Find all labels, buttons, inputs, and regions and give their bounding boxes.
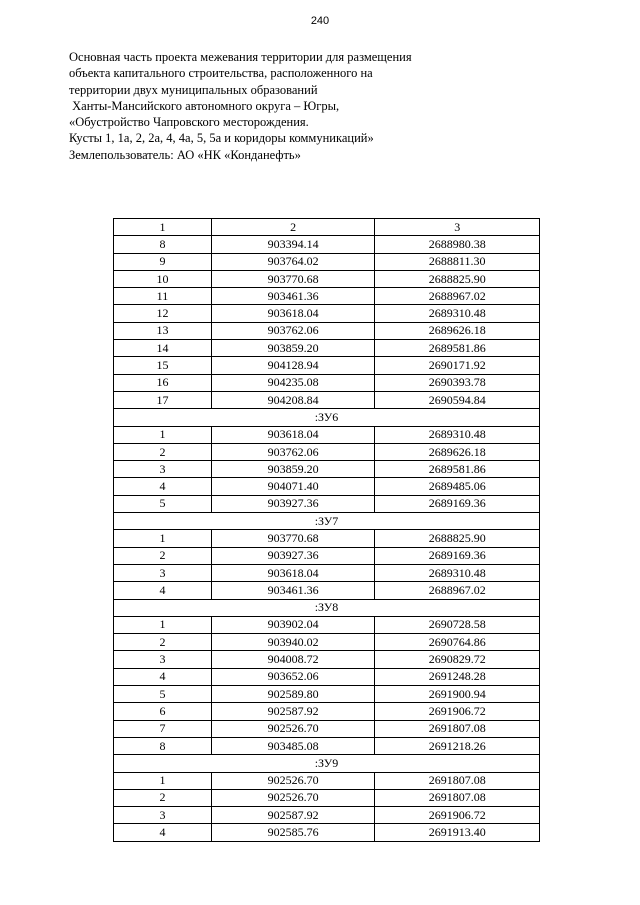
header-line: территории двух муниципальных образований (69, 82, 318, 97)
header-line: Кусты 1, 1а, 2, 2а, 4, 4а, 5, 5а и коридоры коммуникаций» (69, 131, 374, 146)
point-number-cell: 2 (114, 547, 212, 564)
table-row (114, 391, 540, 408)
x-coordinate-cell: 902587.92 (211, 703, 375, 720)
section-label: :ЗУ9 (114, 755, 540, 772)
point-number-cell: 12 (114, 305, 212, 322)
x-coordinate-cell: 903770.68 (211, 270, 375, 287)
table-row (114, 564, 540, 581)
point-number-cell: 2 (114, 634, 212, 651)
x-coordinate-cell: 902587.92 (211, 807, 375, 824)
x-coordinate-cell: 904008.72 (211, 651, 375, 668)
x-coordinate-cell: 903652.06 (211, 668, 375, 685)
x-coordinate-cell: 903770.68 (211, 530, 375, 547)
x-coordinate-cell: 904128.94 (211, 357, 375, 374)
section-label: :ЗУ6 (114, 409, 540, 426)
point-number-cell: 1 (114, 772, 212, 789)
point-number-cell: 11 (114, 288, 212, 305)
point-number-cell: 1 (114, 616, 212, 633)
table-row (114, 270, 540, 287)
y-coordinate-cell: 2691807.08 (375, 720, 540, 737)
y-coordinate-cell: 2688967.02 (375, 582, 540, 599)
y-coordinate-cell: 2691248.28 (375, 668, 540, 685)
y-coordinate-cell: 2689485.06 (375, 478, 540, 495)
y-coordinate-cell: 2690393.78 (375, 374, 540, 391)
y-coordinate-cell: 2689169.36 (375, 495, 540, 512)
x-coordinate-cell: 903618.04 (211, 564, 375, 581)
y-coordinate-cell: 2688967.02 (375, 288, 540, 305)
table-row (114, 824, 540, 841)
column-header: 3 (375, 219, 540, 236)
section-label: :ЗУ8 (114, 599, 540, 616)
point-number-cell: 13 (114, 322, 212, 339)
y-coordinate-cell: 2689310.48 (375, 426, 540, 443)
y-coordinate-cell: 2689310.48 (375, 564, 540, 581)
table-row (114, 651, 540, 668)
x-coordinate-cell: 902526.70 (211, 720, 375, 737)
point-number-cell: 8 (114, 737, 212, 754)
table-row (114, 495, 540, 512)
table-row (114, 616, 540, 633)
x-coordinate-cell: 903902.04 (211, 616, 375, 633)
point-number-cell: 4 (114, 478, 212, 495)
point-number-cell: 9 (114, 253, 212, 270)
table-row (114, 720, 540, 737)
table-header-row (114, 219, 540, 236)
y-coordinate-cell: 2690171.92 (375, 357, 540, 374)
header-line: Землепользователь: АО «НК «Конданефть» (69, 147, 301, 162)
table-row (114, 789, 540, 806)
table-row (114, 737, 540, 754)
y-coordinate-cell: 2688811.30 (375, 253, 540, 270)
coordinates-table (113, 218, 540, 842)
table-row (114, 807, 540, 824)
y-coordinate-cell: 2689626.18 (375, 443, 540, 460)
header-line: Ханты-Мансийского автономного округа – Югры, (69, 98, 340, 113)
table-row (114, 236, 540, 253)
y-coordinate-cell: 2690829.72 (375, 651, 540, 668)
y-coordinate-cell: 2691807.08 (375, 772, 540, 789)
y-coordinate-cell: 2691900.94 (375, 686, 540, 703)
section-label: :ЗУ7 (114, 513, 540, 530)
table-row (114, 478, 540, 495)
header-line: «Обустройство Чапровского месторождения. (69, 115, 309, 130)
x-coordinate-cell: 902585.76 (211, 824, 375, 841)
table-row (114, 703, 540, 720)
section-row (114, 513, 540, 530)
table-row (114, 357, 540, 374)
point-number-cell: 5 (114, 495, 212, 512)
x-coordinate-cell: 903927.36 (211, 495, 375, 512)
x-coordinate-cell: 903762.06 (211, 443, 375, 460)
x-coordinate-cell: 902589.80 (211, 686, 375, 703)
header-line: Основная часть проекта межевания территории для размещения (69, 50, 412, 64)
table-row (114, 547, 540, 564)
table-row (114, 426, 540, 443)
section-row (114, 409, 540, 426)
table-row (114, 634, 540, 651)
table-row (114, 253, 540, 270)
y-coordinate-cell: 2691913.40 (375, 824, 540, 841)
point-number-cell: 6 (114, 703, 212, 720)
x-coordinate-cell: 903859.20 (211, 340, 375, 357)
x-coordinate-cell: 902526.70 (211, 772, 375, 789)
x-coordinate-cell: 902526.70 (211, 789, 375, 806)
table-row (114, 668, 540, 685)
x-coordinate-cell: 904071.40 (211, 478, 375, 495)
point-number-cell: 3 (114, 461, 212, 478)
document-header (69, 49, 509, 163)
point-number-cell: 3 (114, 651, 212, 668)
y-coordinate-cell: 2691906.72 (375, 807, 540, 824)
table-row (114, 305, 540, 322)
x-coordinate-cell: 903940.02 (211, 634, 375, 651)
table-row (114, 530, 540, 547)
section-row (114, 755, 540, 772)
point-number-cell: 4 (114, 582, 212, 599)
point-number-cell: 15 (114, 357, 212, 374)
y-coordinate-cell: 2688825.90 (375, 530, 540, 547)
point-number-cell: 4 (114, 668, 212, 685)
x-coordinate-cell: 904235.08 (211, 374, 375, 391)
y-coordinate-cell: 2688825.90 (375, 270, 540, 287)
y-coordinate-cell: 2691218.26 (375, 737, 540, 754)
y-coordinate-cell: 2690764.86 (375, 634, 540, 651)
point-number-cell: 1 (114, 426, 212, 443)
x-coordinate-cell: 903859.20 (211, 461, 375, 478)
header-line: объекта капитального строительства, расположенного на (69, 66, 373, 81)
point-number-cell: 17 (114, 391, 212, 408)
table-row (114, 374, 540, 391)
y-coordinate-cell: 2689581.86 (375, 340, 540, 357)
table-row (114, 582, 540, 599)
y-coordinate-cell: 2691906.72 (375, 703, 540, 720)
table-row (114, 686, 540, 703)
x-coordinate-cell: 903461.36 (211, 582, 375, 599)
point-number-cell: 5 (114, 686, 212, 703)
point-number-cell: 4 (114, 824, 212, 841)
table-row (114, 288, 540, 305)
y-coordinate-cell: 2689310.48 (375, 305, 540, 322)
column-header: 1 (114, 219, 212, 236)
x-coordinate-cell: 903762.06 (211, 322, 375, 339)
y-coordinate-cell: 2689581.86 (375, 461, 540, 478)
y-coordinate-cell: 2689169.36 (375, 547, 540, 564)
table-row (114, 772, 540, 789)
point-number-cell: 2 (114, 789, 212, 806)
x-coordinate-cell: 904208.84 (211, 391, 375, 408)
page-number: 240 (310, 15, 330, 27)
point-number-cell: 2 (114, 443, 212, 460)
x-coordinate-cell: 903394.14 (211, 236, 375, 253)
y-coordinate-cell: 2690594.84 (375, 391, 540, 408)
x-coordinate-cell: 903764.02 (211, 253, 375, 270)
table-row (114, 322, 540, 339)
section-row (114, 599, 540, 616)
x-coordinate-cell: 903461.36 (211, 288, 375, 305)
point-number-cell: 7 (114, 720, 212, 737)
table-row (114, 461, 540, 478)
y-coordinate-cell: 2688980.38 (375, 236, 540, 253)
point-number-cell: 1 (114, 530, 212, 547)
table-row (114, 443, 540, 460)
point-number-cell: 3 (114, 564, 212, 581)
x-coordinate-cell: 903485.08 (211, 737, 375, 754)
x-coordinate-cell: 903618.04 (211, 426, 375, 443)
point-number-cell: 14 (114, 340, 212, 357)
table-row (114, 340, 540, 357)
column-header: 2 (211, 219, 375, 236)
y-coordinate-cell: 2690728.58 (375, 616, 540, 633)
point-number-cell: 16 (114, 374, 212, 391)
y-coordinate-cell: 2691807.08 (375, 789, 540, 806)
point-number-cell: 8 (114, 236, 212, 253)
x-coordinate-cell: 903927.36 (211, 547, 375, 564)
point-number-cell: 10 (114, 270, 212, 287)
y-coordinate-cell: 2689626.18 (375, 322, 540, 339)
x-coordinate-cell: 903618.04 (211, 305, 375, 322)
point-number-cell: 3 (114, 807, 212, 824)
